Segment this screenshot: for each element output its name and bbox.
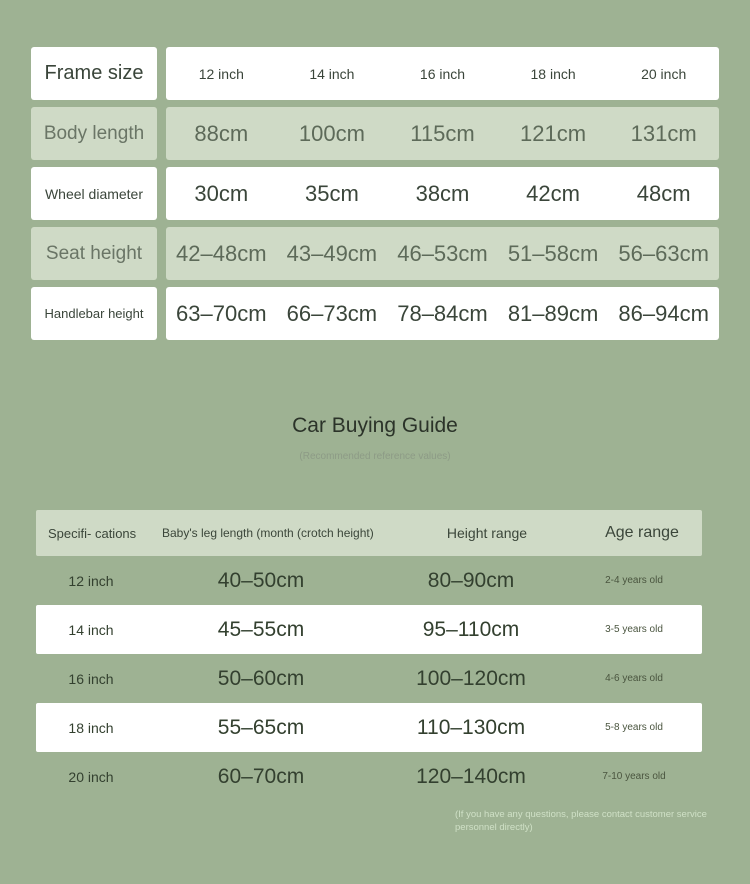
cell-height-range: 80–90cm — [427, 568, 515, 592]
table-cell: 18 inch — [530, 65, 576, 82]
table-cell: 38cm — [415, 180, 470, 206]
table-cell: 81–89cm — [507, 300, 599, 326]
table-cell: 48cm — [636, 180, 691, 206]
table-cell: 86–94cm — [618, 300, 709, 326]
row-values — [166, 107, 719, 160]
cell-age-range: 2-4 years old — [605, 575, 663, 586]
page-subtitle: (Recommended reference values) — [299, 451, 451, 462]
table-header-row — [36, 510, 702, 556]
table-row — [36, 556, 702, 605]
row-label: Body length — [31, 107, 157, 160]
table-row — [36, 654, 702, 703]
cell-age-range: 3-5 years old — [605, 624, 663, 635]
table-row — [31, 227, 719, 280]
cell-age-range: 7-10 years old — [602, 771, 666, 782]
table-cell: 43–49cm — [286, 240, 378, 266]
table-cell: 42cm — [526, 180, 580, 206]
row-values — [166, 47, 719, 100]
row-values — [166, 287, 719, 340]
row-label: Seat height — [31, 227, 157, 280]
table-row — [31, 167, 719, 220]
table-cell: 78–84cm — [397, 300, 488, 326]
cell-specification: 16 inch — [68, 670, 114, 687]
column-header-age-range: Age range — [605, 524, 679, 541]
cell-leg-length: 45–55cm — [217, 617, 305, 641]
buying-guide-table — [36, 510, 702, 801]
cell-leg-length: 50–60cm — [217, 666, 305, 690]
table-cell: 115cm — [410, 120, 475, 146]
cell-specification: 18 inch — [68, 719, 114, 736]
table-row — [36, 703, 702, 752]
column-header-leg-length: Baby's leg length (month (crotch height) — [162, 526, 374, 540]
table-cell: 66–73cm — [286, 300, 378, 326]
cell-height-range: 120–140cm — [416, 764, 526, 788]
row-label: Frame size — [31, 47, 157, 100]
table-row — [36, 605, 702, 654]
table-cell: 63–70cm — [176, 300, 267, 326]
row-label: Handlebar height — [31, 287, 157, 340]
footnote: (If you have any questions, please contact customer service personnel directly) — [455, 809, 707, 833]
cell-height-range: 100–120cm — [416, 666, 526, 690]
cell-leg-length: 40–50cm — [217, 568, 305, 592]
specification-table — [31, 47, 719, 347]
cell-specification: 20 inch — [68, 768, 114, 785]
cell-specification: 12 inch — [68, 572, 114, 589]
column-header-height-range: Height range — [446, 525, 528, 541]
table-cell: 100cm — [298, 120, 365, 146]
table-cell: 12 inch — [198, 65, 244, 82]
cell-age-range: 4-6 years old — [605, 673, 663, 684]
table-cell: 35cm — [304, 180, 359, 206]
column-header-specifications: Specifi- cations — [48, 525, 137, 541]
table-cell: 16 inch — [419, 65, 466, 82]
cell-leg-length: 55–65cm — [217, 715, 305, 739]
page-title: Car Buying Guide — [292, 414, 458, 437]
table-cell: 51–58cm — [507, 240, 599, 266]
table-cell: 131cm — [630, 120, 697, 146]
table-cell: 88cm — [194, 120, 249, 146]
table-row — [31, 107, 719, 160]
row-label: Wheel diameter — [31, 167, 157, 220]
table-cell: 56–63cm — [618, 240, 709, 266]
row-values — [166, 227, 719, 280]
cell-height-range: 95–110cm — [422, 617, 520, 641]
table-row — [31, 287, 719, 340]
table-row — [31, 47, 719, 100]
cell-height-range: 110–130cm — [416, 715, 526, 739]
table-cell: 20 inch — [641, 65, 687, 82]
table-cell: 46–53cm — [397, 240, 488, 266]
table-row — [36, 752, 702, 801]
cell-leg-length: 60–70cm — [217, 764, 305, 788]
table-cell: 121cm — [520, 120, 587, 146]
row-values — [166, 167, 719, 220]
table-cell: 14 inch — [309, 65, 355, 82]
table-cell: 30cm — [194, 180, 249, 206]
table-cell: 42–48cm — [176, 240, 267, 266]
cell-age-range: 5-8 years old — [605, 722, 663, 733]
cell-specification: 14 inch — [68, 621, 114, 638]
